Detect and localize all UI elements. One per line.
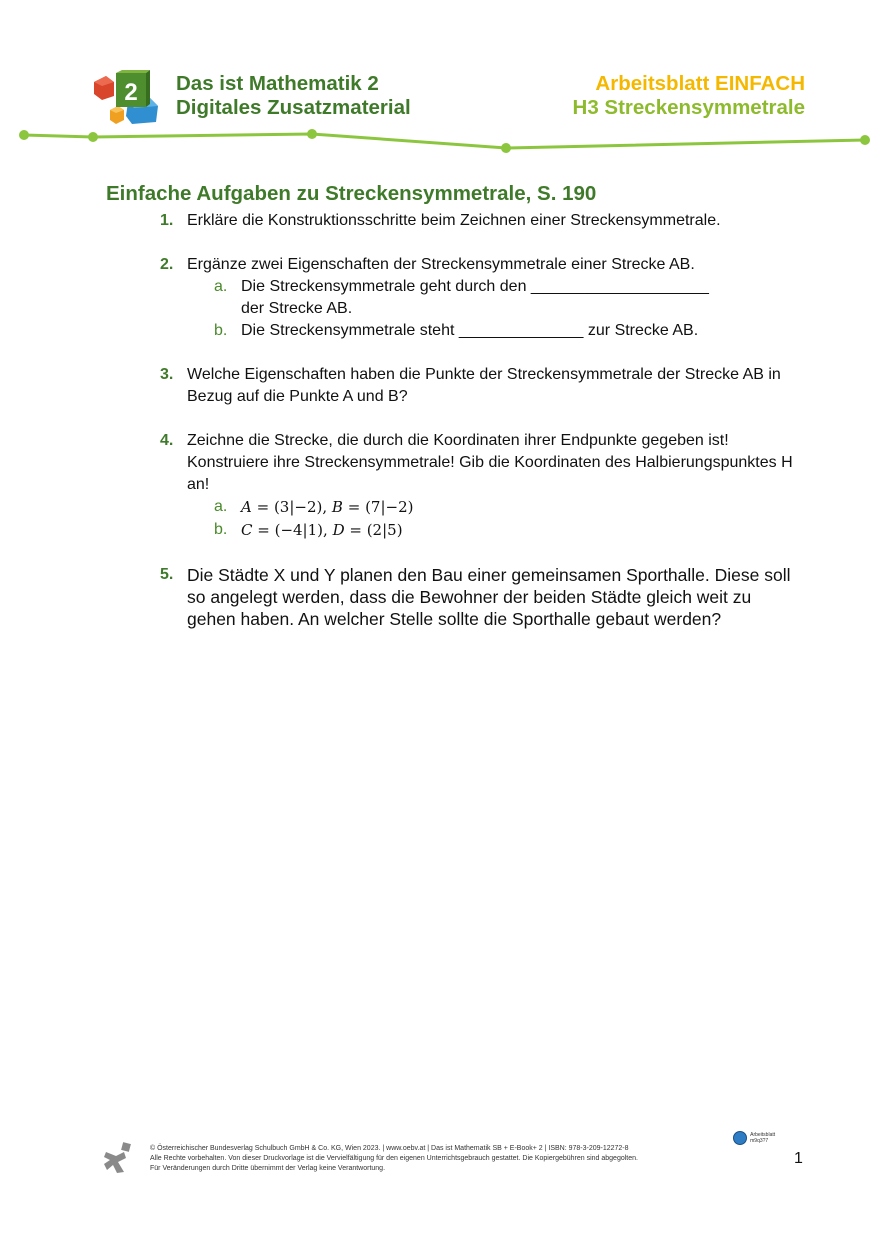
task-text: Erkläre die Konstruktionsschritte beim Zeichnen einer Streckensymmetrale. — [187, 212, 721, 229]
task-1 — [160, 210, 800, 232]
copyright-line-1: © Österreichischer Bundesverlag Schulbuch GmbH & Co. KG, Wien 2023. | www.oebv.at | Das ist Mathematik SB + E-Book+ 2 | ISBN: 978-3-209-12272-8 — [150, 1145, 629, 1152]
badge-text: Arbeitsblatt m9q3?7 — [750, 1132, 776, 1144]
answer-blank[interactable]: ____________________ — [530, 278, 709, 295]
subtask-2a — [214, 276, 800, 320]
divider-dot — [501, 143, 511, 153]
task-number: 1. — [160, 212, 174, 229]
subtask-letter: a. — [214, 278, 228, 295]
logo-digit: 2 — [124, 79, 138, 106]
task-number: 4. — [160, 432, 174, 449]
copyright-line-2: Alle Rechte vorbehalten. Von dieser Druckvorlage ist die Vervielfältigung für den eigenen Unterrichtsgebrauch gestattet. Die Kopiergebühren sind abgegolten. — [150, 1155, 638, 1162]
task-number: 5. — [160, 566, 174, 583]
task-number: 2. — [160, 256, 174, 273]
subtask-4b — [214, 519, 800, 542]
task-5 — [160, 564, 800, 630]
globe-icon — [733, 1131, 747, 1145]
task-list — [160, 210, 800, 652]
divider-dot — [19, 130, 29, 140]
subtask-text: Die Streckensymmetrale steht — [241, 322, 455, 339]
subtask-2b — [214, 320, 800, 342]
header-divider-line — [0, 120, 890, 160]
task-4 — [160, 430, 800, 542]
worksheet-type: Arbeitsblatt EINFACH — [595, 72, 805, 95]
subtask-text: Die Streckensymmetrale geht durch den — [241, 278, 527, 295]
divider-dot — [860, 135, 870, 145]
coordinate-expression: A = (3|−2), B = (7|−2) — [241, 498, 414, 516]
subtask-text-continued: der Strecke AB. — [241, 300, 353, 317]
divider-dot — [88, 132, 98, 142]
task-number: 3. — [160, 366, 174, 383]
answer-blank[interactable]: ______________ — [458, 322, 584, 339]
online-code-badge[interactable] — [733, 1131, 775, 1145]
publisher-logo-icon — [104, 1142, 136, 1174]
task-2 — [160, 254, 800, 342]
red-cube-icon — [94, 76, 114, 100]
subtask-letter: b. — [214, 521, 228, 538]
subtask-letter: a. — [214, 498, 228, 515]
coordinate-expression: C = (−4|1), D = (2|5) — [241, 521, 403, 539]
worksheet-topic: H3 Streckensymmetrale — [572, 96, 805, 119]
subtask-text-continued: zur Strecke AB. — [587, 322, 699, 339]
task-text: Welche Eigenschaften haben die Punkte der Streckensymmetrale der Strecke AB in Bezug auf die Punkte A und B? — [187, 366, 781, 405]
book-title: Das ist Mathematik 2 — [176, 72, 379, 95]
worksheet-title-block — [573, 72, 805, 120]
copyright-line-3: Für Veränderungen durch Dritte übernimmt der Verlag keine Verantwortung. — [150, 1165, 386, 1172]
task-text: Ergänze zwei Eigenschaften der Streckensymmetrale einer Strecke AB. — [187, 256, 695, 273]
section-title: Einfache Aufgaben zu Streckensymmetrale, S. 190 — [106, 182, 597, 205]
task-text: Die Städte X und Y planen den Bau einer gemeinsamen Sporthalle. Diese soll so angelegt werden, dass die Bewohner der beiden Städte gleich weit zu gehen haben. An welcher Stelle sollte die Sporthalle gebaut werden? — [187, 565, 791, 629]
book-logo-icon — [92, 70, 162, 126]
book-title-block — [176, 72, 411, 120]
task-text: Zeichne die Strecke, die durch die Koordinaten ihrer Endpunkte gegeben ist! Konstruiere ihre Streckensymmetrale! Gib die Koordinaten des Halbierungspunktes H an! — [187, 432, 793, 493]
page-number: 1 — [794, 1150, 803, 1167]
book-subtitle: Digitales Zusatzmaterial — [176, 96, 411, 119]
divider-dot — [307, 129, 317, 139]
subtask-letter: b. — [214, 322, 228, 339]
task-3 — [160, 364, 800, 408]
copyright-notice — [150, 1144, 638, 1174]
subtask-4a — [214, 496, 800, 519]
